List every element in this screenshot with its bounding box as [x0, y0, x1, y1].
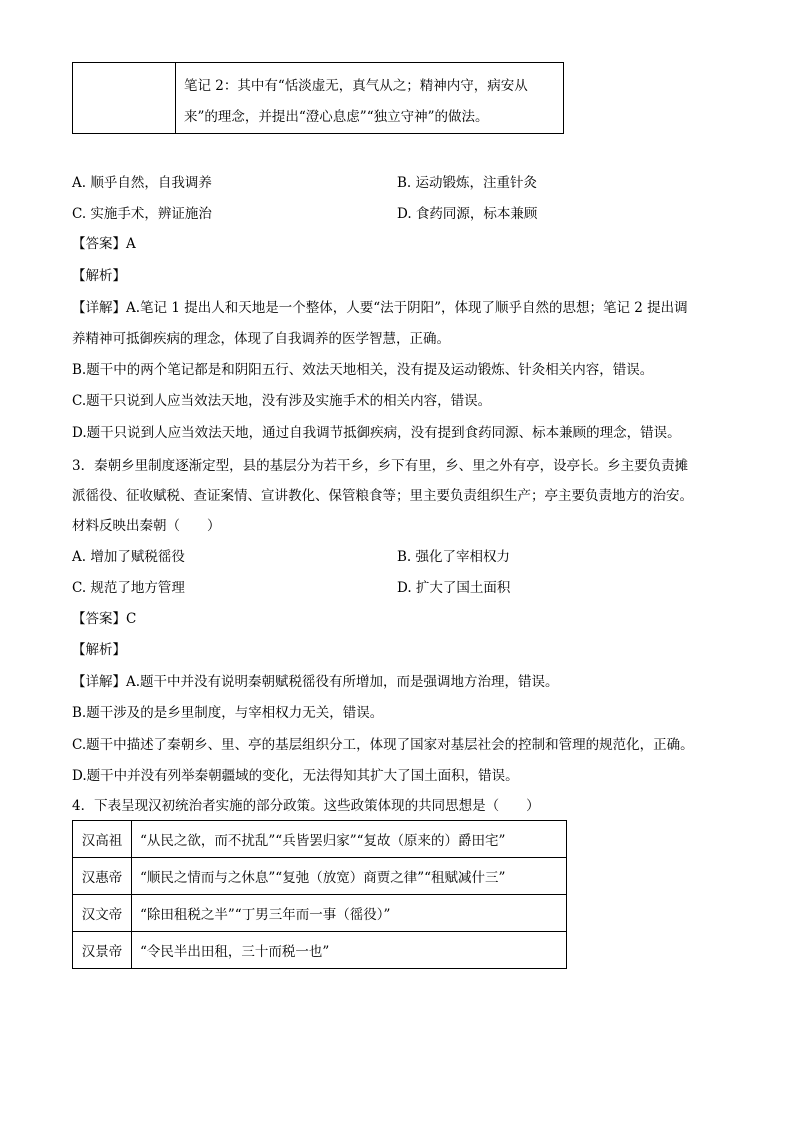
- q2-detail-c: C.题干只说到人应当效法天地，没有涉及实施手术的相关内容，错误。: [72, 393, 492, 409]
- note-2-cell: [176, 63, 564, 134]
- q2-option-b: B. 运动锻炼，注重针灸: [397, 175, 538, 191]
- table-row: [73, 895, 567, 932]
- q2-detail-d: D.题干只说到人应当效法天地，通过自我调节抵御疾病，没有提到食药同源、标本兼顾的理念，错误。: [72, 425, 681, 441]
- policy-cell: “除田租税之半”“丁男三年而一事（徭役）”: [132, 895, 567, 932]
- emperor-cell: 汉景帝: [73, 932, 132, 969]
- q2-option-a: A. 顺乎自然，自我调养: [72, 175, 212, 191]
- policy-cell: “从民之欲，而不扰乱”“兵皆罢归家”“复故（原来的）爵田宅”: [132, 821, 567, 858]
- q3-stem-line-2: 派徭役、征收赋税、查证案情、宣讲教化、保管粮食等；里主要负责组织生产；亭主要负责地方的治安。: [72, 488, 693, 504]
- q2-detail-b: B.题干中的两个笔记都是和阴阳五行、效法天地相关，没有提及运动锻炼、针灸相关内容，错误。: [72, 362, 654, 378]
- policy-cell: “令民半出田租，三十而税一也”: [132, 932, 567, 969]
- note-table-blank-cell: [73, 63, 176, 134]
- q3-detail-b: B.题干涉及的是乡里制度，与宰相权力无关，错误。: [72, 705, 384, 721]
- note-table: [72, 62, 564, 134]
- q2-detail-line-2: 养精神可抵御疾病的理念，体现了自我调养的医学智慧，正确。: [72, 331, 450, 347]
- note-2-line-1: 笔记 2：其中有“恬淡虚无，真气从之；精神内守，病安从: [184, 78, 528, 94]
- q2-option-c: C. 实施手术，辨证施治: [72, 206, 212, 222]
- table-row: [73, 821, 567, 858]
- q3-option-c: C. 规范了地方管理: [72, 580, 185, 596]
- q3-option-a: A. 增加了赋税徭役: [72, 549, 185, 565]
- q3-stem-line-3: 材料反映出秦朝（ ）: [72, 518, 221, 534]
- q4-stem: 4．下表呈现汉初统治者实施的部分政策。这些政策体现的共同思想是（ ）: [72, 798, 540, 814]
- q3-stem-line-1: 3．秦朝乡里制度逐渐定型，县的基层分为若干乡，乡下有里，乡、里之外有亭，设亭长。乡主要负责摊: [72, 458, 689, 474]
- q3-detail-a: 【详解】A.题干中并没有说明秦朝赋税徭役有所增加，而是强调地方治理，错误。: [72, 674, 559, 690]
- q2-analysis-label: 【解析】: [72, 268, 126, 284]
- q2-option-d: D. 食药同源，标本兼顾: [397, 206, 538, 222]
- emperor-cell: 汉惠帝: [73, 858, 132, 895]
- policy-table: [72, 820, 567, 969]
- emperor-cell: 汉文帝: [73, 895, 132, 932]
- q2-answer: 【答案】A: [72, 236, 136, 252]
- q3-option-d: D. 扩大了国土面积: [397, 580, 511, 596]
- q3-option-b: B. 强化了宰相权力: [397, 549, 511, 565]
- q3-analysis-label: 【解析】: [72, 642, 126, 658]
- q3-answer: 【答案】C: [72, 611, 137, 627]
- emperor-cell: 汉高祖: [73, 821, 132, 858]
- q3-detail-c: C.题干中描述了秦朝乡、里、亭的基层组织分工，体现了国家对基层社会的控制和管理的规范化，正确。: [72, 737, 694, 753]
- policy-cell: “顺民之情而与之休息”“复弛（放宽）商贾之律”“租赋减什三”: [132, 858, 567, 895]
- table-row: [73, 858, 567, 895]
- note-2-line-2: 来”的理念，并提出“澄心息虑”“独立守神”的做法。: [184, 109, 489, 125]
- table-row: [73, 932, 567, 969]
- q3-detail-d: D.题干中并没有列举秦朝疆域的变化，无法得知其扩大了国土面积，错误。: [72, 768, 519, 784]
- q2-detail-line-1: 【详解】A.笔记 1 提出人和天地是一个整体，人要“法于阴阳”，体现了顺乎自然的思想；笔记 2 提出调: [72, 300, 688, 316]
